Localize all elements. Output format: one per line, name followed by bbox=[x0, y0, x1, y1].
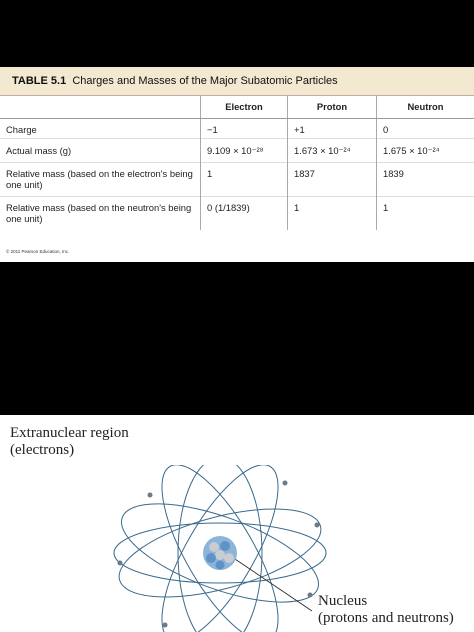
cell: 1.675 × 10⁻²⁴ bbox=[377, 139, 474, 163]
row-label-relative-neutron: Relative mass (based on the neutron's being one unit) bbox=[0, 197, 201, 231]
cell: 1 bbox=[288, 197, 377, 231]
table-number: TABLE 5.1 bbox=[12, 75, 67, 87]
proton bbox=[216, 561, 225, 570]
copyright-note: © 2011 Pearson Education, Inc. bbox=[6, 249, 70, 254]
table-row bbox=[0, 163, 474, 197]
table-panel bbox=[0, 67, 474, 262]
neutron bbox=[224, 553, 234, 563]
nucleus-label-line-2: (protons and neutrons) bbox=[318, 610, 454, 626]
electron bbox=[163, 623, 168, 628]
proton bbox=[206, 553, 216, 563]
table-header-row bbox=[0, 95, 474, 119]
table-row bbox=[0, 197, 474, 231]
table-title bbox=[12, 75, 338, 87]
nucleus-label-line-1: Nucleus bbox=[318, 593, 368, 609]
electron bbox=[308, 593, 313, 598]
row-label-relative-electron: Relative mass (based on the electron's being one unit) bbox=[0, 163, 201, 197]
atom-diagram-panel bbox=[0, 415, 474, 632]
table-caption: Charges and Masses of the Major Subatomic Particles bbox=[72, 75, 338, 87]
table-row bbox=[0, 119, 474, 139]
region-label-line-1: Extranuclear region bbox=[10, 425, 129, 441]
header-electron: Electron bbox=[201, 95, 288, 119]
header-blank bbox=[0, 95, 201, 119]
electron bbox=[315, 523, 320, 528]
electron bbox=[148, 493, 153, 498]
cell: +1 bbox=[288, 119, 377, 139]
region-label-line-2: (electrons) bbox=[10, 442, 75, 458]
electron bbox=[283, 481, 288, 486]
neutron bbox=[215, 550, 225, 560]
nucleus-label bbox=[318, 593, 454, 627]
cell: 1837 bbox=[288, 163, 377, 197]
cell: 0 bbox=[377, 119, 474, 139]
row-label-mass: Actual mass (g) bbox=[0, 139, 201, 163]
atom-diagram bbox=[110, 465, 330, 632]
nucleus bbox=[203, 536, 237, 570]
cell: 1 bbox=[201, 163, 288, 197]
cell: −1 bbox=[201, 119, 288, 139]
table-row bbox=[0, 139, 474, 163]
electron bbox=[118, 561, 123, 566]
cell: 9.109 × 10⁻²⁸ bbox=[201, 139, 288, 163]
header-proton: Proton bbox=[288, 95, 377, 119]
cell: 1 bbox=[377, 197, 474, 231]
header-neutron: Neutron bbox=[377, 95, 474, 119]
particles-table bbox=[0, 95, 474, 230]
cell: 0 (1/1839) bbox=[201, 197, 288, 231]
extranuclear-region-label bbox=[10, 425, 129, 459]
neutron bbox=[209, 542, 219, 552]
row-label-charge: Charge bbox=[0, 119, 201, 139]
cell: 1839 bbox=[377, 163, 474, 197]
table-header bbox=[0, 67, 474, 96]
proton bbox=[220, 541, 230, 551]
cell: 1.673 × 10⁻²⁴ bbox=[288, 139, 377, 163]
